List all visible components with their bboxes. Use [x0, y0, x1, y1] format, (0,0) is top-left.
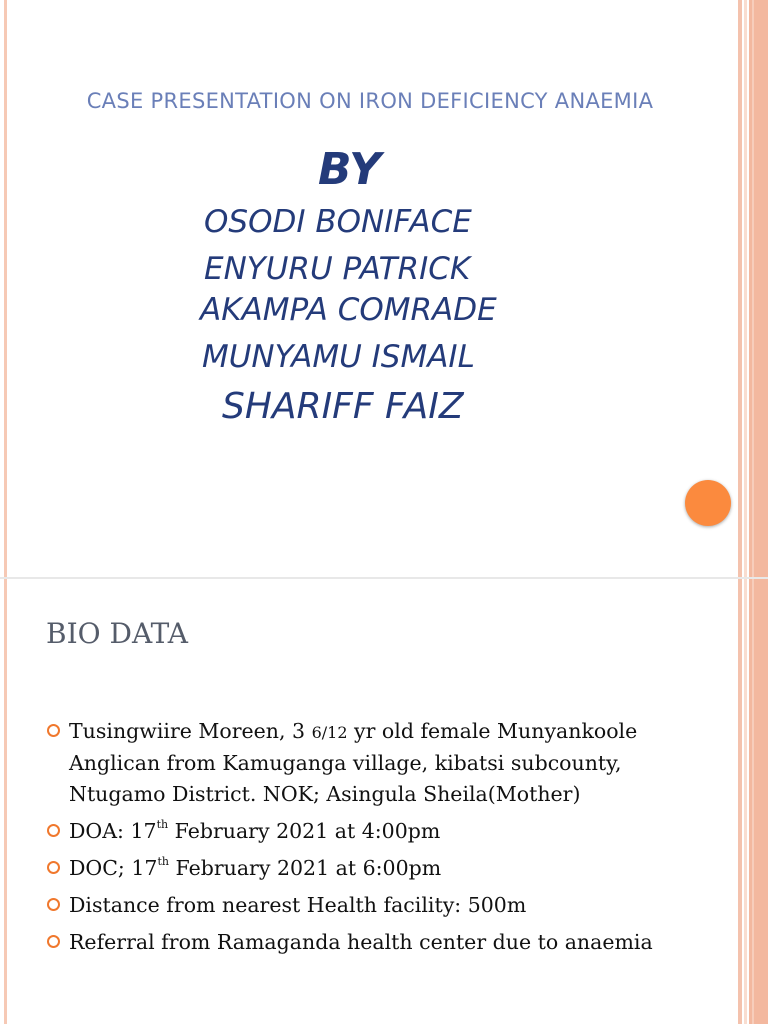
right-stripe-decoration [738, 0, 742, 578]
orange-ring-bullet-icon [47, 898, 60, 911]
left-border-decoration [4, 0, 7, 578]
left-border-decoration [4, 579, 7, 1024]
right-stripe-decoration [738, 579, 742, 1024]
list-item [46, 816, 706, 847]
author-name: AKAMPA COMRADE [200, 292, 497, 328]
bullet-text: February 2021 at 6:00pm [168, 856, 442, 880]
orange-ring-bullet-icon [47, 824, 60, 837]
bullet-text: yr old female Munyankoole Anglican from Kamuganga village, kibatsi subcounty, Ntugamo District. NOK; Asingula Sheila(Mother) [69, 719, 638, 806]
right-stripe-decoration [752, 0, 754, 578]
bio-data-list [46, 716, 706, 964]
list-item [46, 716, 706, 810]
bullet-text: Distance from nearest Health facility: 500m [69, 893, 527, 917]
author-name: ENYURU PATRICK [204, 251, 471, 287]
bullet-text: February 2021 at 4:00pm [168, 819, 441, 843]
list-item [46, 853, 706, 884]
presentation-title: CASE PRESENTATION ON IRON DEFICIENCY ANAEMIA [86, 89, 654, 113]
ordinal-suffix: th [156, 818, 169, 832]
ordinal-suffix: th [157, 855, 169, 869]
slide-heading: BIO DATA [46, 617, 188, 650]
orange-ring-bullet-icon [47, 935, 60, 948]
author-name: SHARIFF FAIZ [222, 386, 464, 427]
orange-ring-bullet-icon [47, 861, 60, 874]
list-item [46, 927, 706, 958]
bullet-text: Referral from Ramaganda health center due to anaemia [69, 930, 653, 954]
bullet-text: DOA: 17 [69, 819, 157, 843]
orange-circle-decoration [685, 480, 731, 526]
right-stripe-decoration [744, 0, 747, 578]
author-name: OSODI BONIFACE [204, 204, 472, 240]
bullet-text: DOC; 17 [69, 856, 158, 880]
by-label: BY [318, 144, 381, 195]
right-stripe-decoration [752, 579, 754, 1024]
bullet-text: Tusingwiire Moreen, 3 [69, 719, 312, 743]
right-stripe-decoration [744, 579, 747, 1024]
list-item [46, 890, 706, 921]
author-name: MUNYAMU ISMAIL [202, 339, 475, 375]
orange-ring-bullet-icon [47, 724, 60, 737]
age-fraction: 6/12 [311, 723, 348, 742]
